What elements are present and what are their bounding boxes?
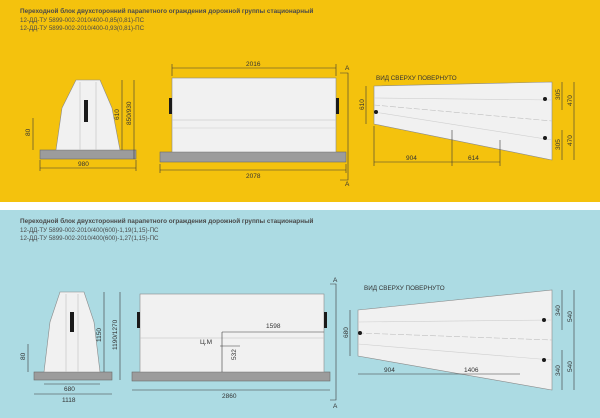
top-plan-dim-614: 614 (468, 155, 479, 162)
top-drawings (0, 0, 600, 202)
top-plan-label: ВИД СВЕРХУ ПОВЕРНУТО (376, 75, 457, 82)
top-cut-a-2: A (345, 181, 350, 188)
top-side-dim-2078: 2078 (246, 173, 261, 180)
top-cross-section (33, 80, 136, 171)
bottom-side-dim-1598: 1598 (266, 323, 281, 330)
bottom-title: Переходной блок двухсторонний парапетного ограждения дорожной группы стационарный (20, 218, 314, 225)
bottom-plan-label: ВИД СВЕРХУ ПОВЕРНУТО (364, 285, 445, 292)
top-panel (0, 0, 600, 202)
bottom-cut-a-2: A (333, 403, 338, 410)
top-plan-dim-904: 904 (406, 155, 417, 162)
bottom-spec-1: 12-ДД-ТУ 5899-002-2010/400(600)-1,19(1,15)-ПС (20, 226, 159, 234)
top-plan-dim-305a: 305 (555, 89, 562, 100)
top-side-view (160, 64, 348, 180)
bottom-plan-dim-1406: 1406 (464, 367, 479, 374)
top-sec-dim-80: 80 (25, 128, 32, 136)
top-plan-dim-610: 610 (359, 99, 366, 110)
bottom-sec-dim-1118: 1118 (62, 397, 76, 404)
top-sec-dim-980: 980 (78, 161, 89, 168)
top-spec-1: 12-ДД-ТУ 5899-002-2010/400-0,85(0,81)-ПС (20, 16, 145, 24)
top-cut-a-1: A (345, 65, 350, 72)
bottom-side-dim-532: 532 (231, 349, 238, 360)
bottom-side-dim-2860: 2860 (222, 393, 237, 400)
top-spec-2: 12-ДД-ТУ 5899-002-2010/400-0,93(0,81)-ПС (20, 25, 145, 32)
bottom-plan-dim-904: 904 (384, 367, 395, 374)
bottom-sec-dim-80: 80 (20, 352, 27, 360)
top-plan-dim-470b: 470 (567, 135, 574, 146)
top-side-dim-2016: 2016 (246, 61, 261, 68)
bottom-sec-dim-1190-1270: 1190/1270 (112, 319, 119, 350)
bottom-panel (0, 210, 600, 418)
bottom-side-view (132, 284, 336, 400)
top-plan-dim-470a: 470 (567, 95, 574, 106)
top-plan-dim-305b: 305 (555, 139, 562, 150)
bottom-drawings (0, 210, 600, 418)
bottom-plan-dim-540a: 540 (567, 311, 574, 322)
top-plan-view (366, 82, 574, 166)
bottom-sec-dim-680: 680 (64, 386, 75, 393)
bottom-plan-dim-340b: 340 (555, 365, 562, 376)
bottom-sec-dim-1150: 1150 (96, 328, 103, 342)
bottom-side-cm: Ц.М (200, 339, 213, 346)
top-title: Переходной блок двухсторонний парапетного ограждения дорожной группы стационарный (20, 8, 314, 15)
bottom-spec-2: 12-ДД-ТУ 5899-002-2010/400(600)-1,27(1,15)-ПС (20, 235, 159, 242)
bottom-cut-a-1: A (333, 277, 338, 284)
bottom-cross-section (28, 292, 120, 394)
top-sec-dim-610: 610 (114, 109, 121, 120)
bottom-plan-dim-340a: 340 (555, 305, 562, 316)
bottom-plan-dim-540b: 540 (567, 361, 574, 372)
top-sec-dim-850-930: 850/930 (126, 101, 133, 125)
bottom-plan-view (350, 290, 574, 390)
bottom-plan-dim-680: 680 (343, 327, 350, 338)
